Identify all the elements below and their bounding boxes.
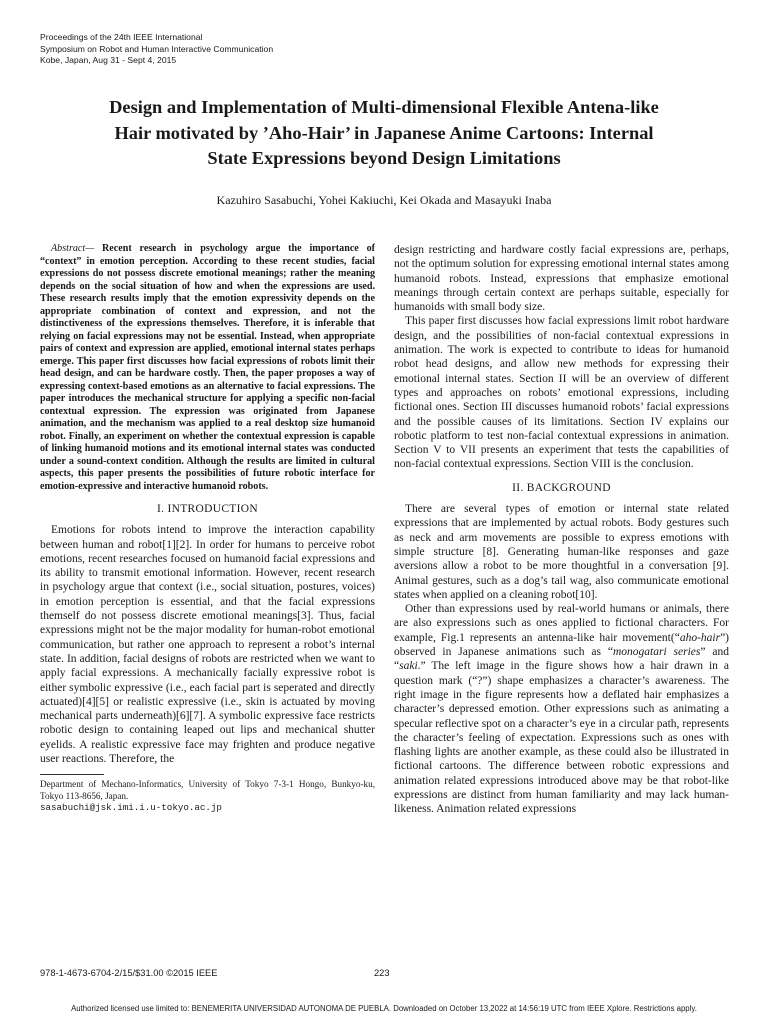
author-list: Kazuhiro Sasabuchi, Yohei Kakiuchi, Kei Okada and Masayuki Inaba [216, 193, 552, 207]
footer-isbn: 978-1-4673-6704-2/15/$31.00 ©2015 IEEE [40, 968, 218, 978]
footnote-affiliation [40, 779, 375, 813]
license-notice: Authorized licensed use limited to: BENEMERITA UNIVERSIDAD AUTONOMA DE PUEBLA. Downloaded on October 13,2022 at 14:56:19 UTC from IEEE Xplore. Restrictions apply. [71, 1004, 697, 1013]
abstract-label: Abstract— [51, 243, 95, 254]
page-number: 223 [374, 968, 390, 978]
bg-text-c: ” and “ [394, 646, 729, 673]
abstract [40, 243, 375, 493]
bg-text-a: Other than expressions used by real-world humans or animals, there are also expressions such as ones applied to fictional characters. For example, Fig.1 represents an antenna-like hair movement(“ [394, 603, 729, 644]
intro-continuation-paragraph: design restricting and hardware costly facial expressions are, perhaps, not the optimum solution for expressing emotional internal states among humanoid robots. Instead, expressions that emphasize emotional meanings through certain context are perhaps suitable, especially for humanoids with small body size. [394, 244, 729, 314]
section-heading-introduction: I. INTRODUCTION [157, 503, 258, 515]
bg-term-monogatari: monogatari series [612, 646, 701, 659]
bg-text-d: .” The left image in the figure shows how a hair drawn in a question mark (“?”) shape emphasizes a character’s awareness. The right image in the figure represents how a deflated hair emphasizes a character’s depressed emotion. Other expressions such as animating a specular reflective spot on a character’s eye in a circular path, represents the character’s feeling of expectation. Expressions such as ones with flashing lights are another example, as these could also be illustrated in fictional cartoons. The difference between robotic expressions and animation related expressions introduced above may be that robot-like expressions are distinct from human familiarity and may lack human-likeness. Animation related expressions [394, 660, 729, 816]
section-heading-background: II. BACKGROUND [512, 481, 611, 494]
background-paragraph-1: There are several types of emotion or internal state related expressions that are implemented by actual robots. Body gestures such as neck and arm movements are possible to express emotions with simple structure [8]. Generating human-like responses and gaze aversions allow a robot to be more thoughtful in a conversation [9]. Animal gestures, such as a dog’s tail wag, also communicate emotional states when applied on a cleaning robot[10]. [394, 503, 729, 601]
title-line-1: Design and Implementation of Multi-dimensional Flexible Antena-like [109, 97, 659, 117]
bg-term-aho-hair: aho-hair [679, 631, 721, 644]
footnote-divider [40, 774, 104, 775]
intro-overview-paragraph: This paper first discusses how facial expressions limit robot hardware design, and the possibilities of non-facial contextual expressions in animation. The work is expected to contribute to ideas for humanoid robot head designs, and allow new methods for expressing their emotional internal states. Section II will be an overview of different types and approaches on robots’ emotional expressions, including fictional ones. Section III discusses humanoid robots’ facial expressions and the possible causes of its limitations. Section IV explains our robotic platform to test non-facial contextual expressions in animation. Section V to VII presents an experiment that tests the capabilities of non-facial contextual expressions. Section VIII is the conclusion. [394, 315, 729, 471]
title-line-2: Hair motivated by ’Aho-Hair’ in Japanese Anime Cartoons: Internal [114, 122, 654, 143]
abstract-text: Recent research in psychology argue the importance of “context” in emotion perception. According to these recent studies, facial expressions do not possess discrete emotional meanings; rather the meaning depends on the social situation of how and when the expressions are used. These research results imply that the emotion expressivity depends on the appropriate combination of context and expression, and not the distinctiveness of the expressions themselves. Therefore, it is inferable that relying on facial expressions may not be essential. Instead, when appropriate pairs of context and expression are applied, emotional internal states perhaps emerge. This paper first discusses how facial expressions of robots limit their head design, and can be hardware costly. Then, the paper proposes a way of expressing context-based emotions as an alternative to facial expressions. The paper introduces the mechanical structure for applying a specific non-facial contextual expression. The expression was originated from Japanese animation, and the mechanism was applied to a real desktop size humanoid robot. Finally, an experiment on whether the contextual expression is capable of linking humanoid motions and its emotional internal states was conducted under a sound-context condition. Although the results are limited in cultural aspects, this paper presents the possibilities of future robotic interface for emotion-expressive and interactive humanoid robots. [40, 243, 376, 492]
background-paragraph-2 [394, 602, 729, 816]
title-line-3: State Expressions beyond Design Limitations [207, 148, 561, 168]
conference-line-3: Kobe, Japan, Aug 31 - Sept 4, 2015 [40, 55, 177, 65]
footnote-affiliation-text: Department of Mechano-Informatics, University of Tokyo 7-3-1 Hongo, Bunkyo-ku, Tokyo 113-8656, Japan. [40, 779, 375, 801]
bg-text-b: ”) observed in Japanese animations such as “ [394, 631, 729, 659]
paper-title [40, 95, 728, 172]
left-column [40, 243, 375, 813]
conference-line-1: Proceedings of the 24th IEEE International [40, 32, 203, 42]
footnote-email: sasabuchi@jsk.imi.i.u-tokyo.ac.jp [40, 801, 222, 813]
right-column [394, 243, 729, 817]
conference-line-2: Symposium on Robot and Human Interactive Communication [40, 43, 274, 54]
introduction-paragraph: Emotions for robots intend to improve the interaction capability between human and robot[1][2]. In order for humans to perceive robot emotions, recent researches focused on humanoid facial expressions and its ability to transmit emotional information. However, recent research in psychology argue that context (i.e., social situation, postures, voices) in emotion perception is essential, and that the facial expressions themself do not possess discrete emotional meanings[3]. Thus, facial expressions might not be the major modality for human-robot emotional communication, but rather one approach to represent a robot’s internal state. In addition, facial designs of robots are restricted when we want to apply facial expressions. A mechanically facially expressive robot is either symbolic expressive (i.e., each facial part is seperated and directly actuated)[4][5] or realistic expressive (i.e., skin is actuated by moving mechanical parts underneath)[6][7]. A symbolic expressive face restricts robotic design to containing leaped out lips and mechanical shutter eyelids. A realistic expressive face may frighten and produce negative user reactions. Therefore, the [40, 524, 375, 766]
bg-term-saki: saki [399, 660, 418, 673]
conference-info [40, 32, 273, 67]
